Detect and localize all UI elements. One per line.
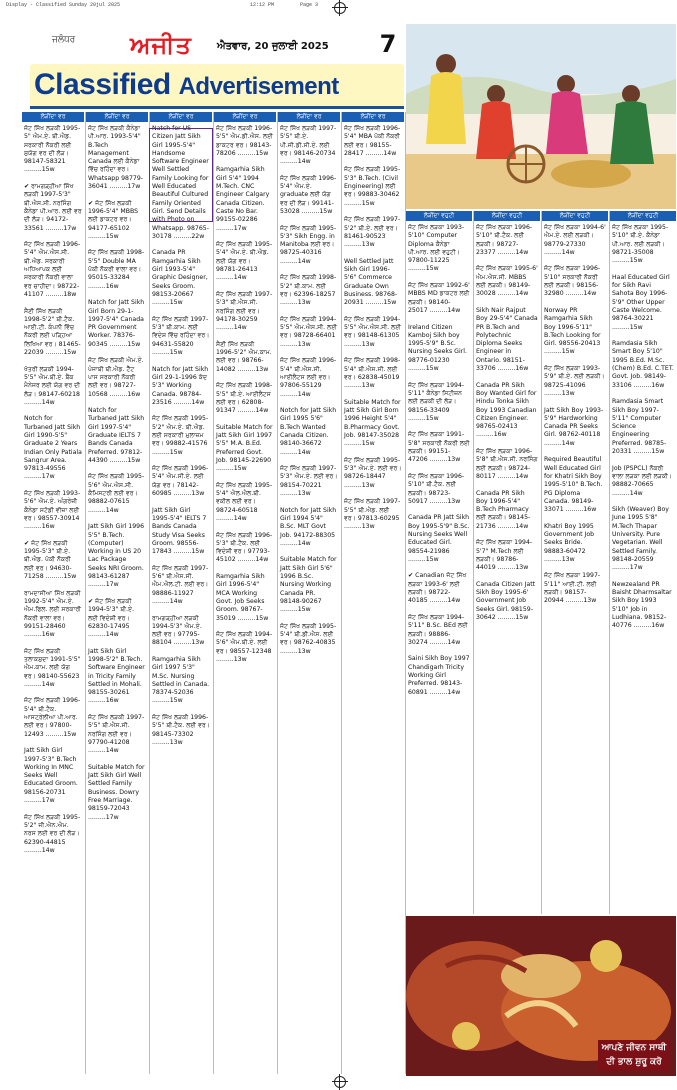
classified-column-2 <box>86 112 148 1074</box>
column-header: ਲੋੜੀਂਦਾ ਵਹੁਟੀ <box>610 211 676 221</box>
column-header: ਲੋੜੀਂਦਾ ਵਰ <box>150 112 212 122</box>
column-text: ਜੱਟ ਸਿੱਖ ਲੜਕੀ 1995-5" ਐਮ.ਏ. ਬੀ.ਐਡ. ਸਰਕਾਰੀ ਨੌਕਰੀ ਲਈ ਸੁਯੋਗ ਵਰ ਦੀ ਲੋੜ। 98147-58321 .........15w ✔ ਰਾਮਗੜ੍ਹੀਆ ਸਿੱਖ ਲੜਕੀ 1997-5'3" ਬੀ.ਐਸ.ਸੀ. ਨਰਸਿੰਗ ਕੈਨੇਡਾ ਪੀ.ਆਰ. ਲਈ ਵਰ ਦੀ ਲੋੜ। 94172-33561 .........17w ਜੱਟ ਸਿੱਖ ਲੜਕੀ 1996-5'4" ਐਮ.ਐਸ.ਸੀ. ਬੀ.ਐਡ. ਸਰਕਾਰੀ ਅਧਿਆਪਕ ਲਈ ਸਰਕਾਰੀ ਨੌਕਰੀ ਵਾਲਾ ਵਰ ਚਾਹੀਦਾ। 98722-41107 .........18w ਸੈਣੀ ਸਿੱਖ ਲੜਕੀ 1998-5'2" ਬੀ.ਟੈਕ. ਆਈ.ਟੀ. ਕੰਪਨੀ ਵਿੱਚ ਨੌਕਰੀ ਲਈ ਪੜ੍ਹਿਆ ਲਿਖਿਆ ਵਰ। 81465-22039 .........15w ਖੱਤਰੀ ਲੜਕੀ 1994-5'5" ਐਮ.ਬੀ.ਏ. ਬੈਂਕ ਮੈਨੇਜਰ ਲਈ ਯੋਗ ਵਰ ਦੀ ਲੋੜ। 98147-60218 .........14w Notch for Turbaned Jatt Sikh Girl 1990-5'5" Graduate 2 Years Indian Only Patiala Sangrur Area. 97813-49556 .........17w ਜੱਟ ਸਿੱਖ ਲੜਕੀ 1993-5'6" ਐਮ.ਏ. ਅੰਗਰੇਜ਼ੀ ਕੈਨੇਡਾ ਸਟੱਡੀ ਵੀਜ਼ਾ ਲਈ ਵਰ। 98557-30914 .........16w ✔ ਜੱਟ ਸਿੱਖ ਲੜਕੀ 1995-5'3" ਬੀ.ਏ. ਬੀ.ਐਡ. ਪੱਕੀ ਨੌਕਰੀ ਲਈ ਵਰ। 94630-71258 .........15w ਰਾਮਦਾਸੀਆ ਸਿੱਖ ਲੜਕੀ 1992-5'4" ਐਮ.ਏ. ਐਮ.ਫਿਲ. ਲਈ ਸਰਕਾਰੀ ਨੌਕਰੀ ਵਾਲਾ ਵਰ। 99151-28460 .........16w ਜੱਟ ਸਿੱਖ ਲੜਕੀ ਤਲਾਕਸ਼ੁਦਾ 1991-5'5" ਐਮ.ਕਾਮ. ਲਈ ਯੋਗ ਵਰ। 98140-55623 .........14w ਜੱਟ ਸਿੱਖ ਲੜਕੀ 1996-5'4" ਬੀ.ਟੈਕ. ਆਸਟ੍ਰੇਲੀਆ ਪੀ.ਆਰ. ਲਈ ਵਰ। 97800-12493 .........15w Jatt Sikh Girl 1997-5'3" B.Tech Working In MNC Seeks Well Educated Groom. 98156-20731 .........17w ਜੱਟ ਸਿੱਖ ਲੜਕੀ 1995-5'2" ਜੀ.ਐਨ.ਐਮ. ਨਰਸ ਲਈ ਵਰ ਦੀ ਲੋੜ। 62390-44815 .........14w <box>24 125 82 854</box>
column-text: ਜੱਟ ਸਿੱਖ ਲੜਕੀ 1996-5'5" ਐਮ.ਡੀ.ਐਸ. ਲਈ ਡਾਕਟਰ ਵਰ। 98143-78206 .........15w Ramgarhia Sikh Girl 5'4" 1994 M.Tech. CNC Engineer Calgary Canada Citizen. Caste No Bar. 99155-02286 .........17w ਜੱਟ ਸਿੱਖ ਲੜਕੀ 1995-5'4" ਐਮ.ਏ. ਬੀ.ਐਡ. ਲਈ ਯੋਗ ਵਰ। 98781-26413 .........14w ਜੱਟ ਸਿੱਖ ਲੜਕੀ 1997-5'3" ਬੀ.ਐਸ.ਸੀ. ਨਰਸਿੰਗ ਲਈ ਵਰ। 94178-30259 .........14w ਸੈਣੀ ਸਿੱਖ ਲੜਕੀ 1996-5'2" ਐਮ.ਕਾਮ. ਲਈ ਵਰ। 98766-14082 .........13w ਜੱਟ ਸਿੱਖ ਲੜਕੀ 1998-5'5" ਬੀ.ਏ. ਆਈਲੈਟਸ ਲਈ ਵਰ। 62808-91347 .........14w Suitable Match for Jatt Sikh Girl 1997 5'5" M.A. B.Ed. Preferred Govt. Job. 98145-22690 .........15w ਜੱਟ ਸਿੱਖ ਲੜਕੀ 1995-5'4" ਐਲ.ਐਲ.ਬੀ. ਵਕੀਲ ਲਈ ਵਰ। 98724-60518 .........14w ਜੱਟ ਸਿੱਖ ਲੜਕੀ 1996-5'3" ਬੀ.ਟੈਕ. ਲਈ ਵਿਦੇਸ਼ੀ ਵਰ। 97793-45102 .........14w Ramgarhia Sikh Girl 1996-5'4" MCA Working Govt. Job Seeks Groom. 98767-35019 .........15w ਜੱਟ ਸਿੱਖ ਲੜਕੀ 1994-5'6" ਐਮ.ਬੀ.ਏ. ਲਈ ਵਰ। 98557-12348 .........13w <box>216 125 273 663</box>
column-divider <box>277 112 278 1074</box>
column-divider <box>405 112 406 1074</box>
classified-column-10 <box>610 211 676 914</box>
column-divider <box>341 112 342 1074</box>
column-text: ਜੱਟ ਸਿੱਖ ਲੜਕਾ 1993-5'10" Computer Diploma ਕੈਨੇਡਾ ਪੀ.ਆਰ. ਲਈ ਵਹੁਟੀ। 97800-11225 .........15w ਜੱਟ ਸਿੱਖ ਲੜਕਾ 1992-6' MBBS MD ਡਾਕਟਰ ਲਈ ਲੜਕੀ। 98140-25017 .........14w Ireland Citizen Kamboj Sikh boy 1995-5'9" B.Sc. Nursing Seeks Girl. 98776-01230 .........15w ਜੱਟ ਸਿੱਖ ਲੜਕਾ 1994-5'11" ਕੈਨੇਡਾ ਸਿਟੀਜ਼ਨ ਲਈ ਲੜਕੀ ਦੀ ਲੋੜ। 98156-33409 .........15w ਜੱਟ ਸਿੱਖ ਲੜਕਾ 1991-5'8" ਸਰਕਾਰੀ ਨੌਕਰੀ ਲਈ ਲੜਕੀ। 99151-47206 .........13w ਜੱਟ ਸਿੱਖ ਲੜਕਾ 1996-5'10" ਬੀ.ਟੈਕ. ਲਈ ਲੜਕੀ। 98723-50917 .........13w Canada PR Jatt Sikh Boy 1995-5'9" B.Sc. Nursing Seeks Well Educated Girl. 98554-21986 .........15w ✔ Canadian ਜੱਟ ਸਿੱਖ ਲੜਕਾ 1993-6' ਲਈ ਲੜਕੀ। 98722-40185 .........14w ਜੱਟ ਸਿੱਖ ਲੜਕਾ 1994-5'11" B.Sc. BEd ਲਈ ਲੜਕੀ। 98886-30274 .........14w Saini Sikh Boy 1997 Chandigarh Tricity Working Girl Preferred. 98143-60891 .........14w <box>408 224 470 696</box>
column-divider <box>609 211 610 914</box>
classified-column-8 <box>474 211 540 914</box>
classified-column-5 <box>278 112 340 1074</box>
bottom-caption: ਆਪਣੇ ਜੀਵਨ ਸਾਥੀ ਦੀ ਭਾਲ ਸ਼ੁਰੂ ਕਰੋ <box>598 1040 670 1071</box>
highlighted-ad-box <box>149 128 213 222</box>
column-divider <box>149 112 150 1074</box>
column-divider <box>213 112 214 1074</box>
column-header: ਲੋੜੀਂਦਾ ਵਰ <box>214 112 276 122</box>
print-slug-mid: 12:12 PM <box>250 2 275 8</box>
column-text: ਜੱਟ ਸਿੱਖ ਲੜਕੀ 1996-5'4" MBA ਪੱਕੀ ਨੌਕਰੀ ਲਈ ਵਰ। 98155-28417 .........14w ਜੱਟ ਸਿੱਖ ਲੜਕੀ 1995-5'3" B.Tech. (Civil Engineering) ਲਈ ਵਰ। 99883-30462 .........15w ਜੱਟ ਸਿੱਖ ਲੜਕੀ 1997-5'2" ਬੀ.ਏ. ਲਈ ਵਰ। 81461-90523 .........13w Well Settled Jatt Sikh Girl 1996-5'6" Commerce Graduate Own Business. 98768-20931 .........15w ਜੱਟ ਸਿੱਖ ਲੜਕੀ 1994-5'5" ਐਮ.ਐਸ.ਸੀ. ਲਈ ਵਰ। 98148-61305 .........13w ਜੱਟ ਸਿੱਖ ਲੜਕੀ 1998-5'4" ਬੀ.ਐਸ.ਸੀ. ਲਈ ਵਰ। 62838-45019 .........13w Suitable Match for Jatt Sikh Girl Born 1996 Height 5'4" B.Pharmacy Govt. Job. 98147-35028 .........15w ਜੱਟ ਸਿੱਖ ਲੜਕੀ 1995-5'3" ਐਮ.ਏ. ਲਈ ਵਰ। 98726-18447 .........13w ਜੱਟ ਸਿੱਖ ਲੜਕੀ 1997-5'5" ਬੀ.ਐਡ. ਲਈ ਵਰ। 97813-60295 .........13w <box>344 125 402 531</box>
column-header: ਲੋੜੀਂਦਾ ਵਰ <box>22 112 84 122</box>
column-header: ਲੋੜੀਂਦਾ ਵਰ <box>342 112 404 122</box>
illustration-women-spinning <box>406 24 676 209</box>
section-title <box>34 68 339 102</box>
column-text: ਜੱਟ ਸਿੱਖ ਲੜਕਾ 1994-6' ਐਮ.ਏ. ਲਈ ਲੜਕੀ। 98779-27330 .........14w ਜੱਟ ਸਿੱਖ ਲੜਕਾ 1996-5'10" ਸਰਕਾਰੀ ਨੌਕਰੀ ਲਈ ਲੜਕੀ। 98156-32980 .........14w Norway PR Ramgarhia Sikh Boy 1996-5'11" B.Tech Looking for Girl. 98556-20413 .........15w ਜੱਟ ਸਿੱਖ ਲੜਕਾ 1993-5'9" ਬੀ.ਏ. ਲਈ ਲੜਕੀ। 98725-41096 .........13w Jatt Sikh Boy 1993-5'9" Hardworking Canada PR Seeks Girl. 98762-40118 .........14w Required Beautiful Well Educated Girl for Khatri Sikh Boy 1995-5'10" B.Tech. PG Diploma Canada. 98149-33071 .........16w Khatri Boy 1995 Government Job Seeks Bride. 98883-60472 .........13w ਜੱਟ ਸਿੱਖ ਲੜਕਾ 1997-5'11" ਆਈ.ਟੀ. ਲਈ ਲੜਕੀ। 98157-20944 .........13w <box>544 224 606 605</box>
newspaper-brand: ਅਜੀਤ <box>130 30 192 59</box>
registration-mark-icon <box>334 1076 346 1088</box>
masthead-city: ਜਲੰਧਰ <box>52 35 76 45</box>
classified-column-4 <box>214 112 276 1074</box>
classified-column-1 <box>22 112 84 1074</box>
masthead-top <box>22 26 404 64</box>
column-text: ਜੱਟ ਸਿੱਖ ਲੜਕਾ 1995-5'10" ਬੀ.ਏ. ਕੈਨੇਡਾ ਪੀ.ਆਰ. ਲਈ ਲੜਕੀ। 98721-35008 .........15w Haal Educated Girl for Sikh Ravi Sahota Boy 1996-5'9" Other Upper Caste Welcome. 98764-30221 .........15w Ramdasia Sikh Smart Boy 5'10" 1995 B.Ed. M.Sc. (Chem) B.Ed. C.TET. Govt. Job. 98149-33106 .........16w Ramdasia Smart Sikh Boy 1997-5'11" Computer Science Engineering Preferred. 98785-20331 .........15w Job (PSPCL) ਨੌਕਰੀ ਵਾਲਾ ਲੜਕਾ ਲਈ ਲੜਕੀ। 98882-70665 .........14w Sikh (Weaver) Boy June 1995 5'8" M.Tech Thapar University. Pure Vegetarian. Well Settled Family. 98148-20559 .........17w Newzealand PR Baisht Dharmsaltar Sikh Boy 1993 5'10" Job in Ludhiana. 98152-40776 .........16w <box>612 224 674 630</box>
classified-column-6 <box>342 112 404 1074</box>
column-text: Natch for US Citizen Jatt Sikh Girl 1995-5'4" Handsome Software Engineer Well Settled Family Looking for Well Educated Beautiful Cultured Family Oriented Girl. Send Details with Photo on Whatsapp. 98765-30178 .........22w Canada PR Ramgarhia Sikh Girl 1993-5'4" Graphic Designer, Seeks Groom. 98153-20667 .........15w ਜੱਟ ਸਿੱਖ ਲੜਕੀ 1997-5'3" ਬੀ.ਕਾਮ. ਲਈ ਵਿਦੇਸ਼ ਵਿੱਚ ਰਹਿੰਦਾ ਵਰ। 94631-55820 .........15w Natch for Jatt Sikh Girl 29-1-1996 ਕੱਦ 5'3" Working Canada. 98784-23516 .........14w ਜੱਟ ਸਿੱਖ ਲੜਕੀ 1995-5'2" ਐਮ.ਏ. ਬੀ.ਐਡ. ਲਈ ਸਰਕਾਰੀ ਮੁਲਾਜ਼ਮ ਵਰ। 99882-41576 .........15w ਜੱਟ ਸਿੱਖ ਲੜਕੀ 1996-5'4" ਐਮ.ਸੀ.ਏ. ਲਈ ਯੋਗ ਵਰ। 78142-60985 .........13w Jatt Sikh Girl 1995-5'4" IELTS 7 Bands Canada Study Visa Seeks Groom. 98556-17843 .........15w ਜੱਟ ਸਿੱਖ ਲੜਕੀ 1997-5'6" ਬੀ.ਐਸ.ਸੀ. ਐਮ.ਐਲ.ਟੀ. ਲਈ ਵਰ। 98886-11927 .........14w ਰਾਮਗੜ੍ਹੀਆ ਲੜਕੀ 1994-5'3" ਐਮ.ਏ. ਲਈ ਵਰ। 97795-88104 .........13w Ramgarhia Sikh Girl 1997 5'3" M.Sc. Nursing Settled in Canada. 78374-52036 .........15w ਜੱਟ ਸਿੱਖ ਲੜਕੀ 1996-5'5" ਬੀ.ਟੈਕ. ਲਈ ਵਰ। 98145-73302 .........13w <box>152 125 210 746</box>
column-header: ਲੋੜੀਂਦਾ ਵਰ <box>278 112 340 122</box>
column-header: ਲੋੜੀਂਦਾ ਵਹੁਟੀ <box>406 211 472 221</box>
print-slug-left: Display - Classified Sunday 20jul 2025 <box>6 2 121 8</box>
issue-date: ਐਤਵਾਰ, 20 ਜੁਲਾਈ 2025 <box>217 41 329 52</box>
column-text: ਜੱਟ ਸਿੱਖ ਲੜਕੀ ਕੈਨੇਡਾ ਪੀ.ਆਰ. 1993-5'4" B.Tech Management Canada ਲਈ ਕੈਨੇਡਾ ਵਿੱਚ ਰਹਿੰਦਾ ਵਰ। Whatsapp 98779-36041 .........17w ✔ ਜੱਟ ਸਿੱਖ ਲੜਕੀ 1996-5'4" MBBS ਲਈ ਡਾਕਟਰ ਵਰ। 94177-65102 .........15w ਜੱਟ ਸਿੱਖ ਲੜਕੀ 1998-5'5" Double MA ਪੱਕੀ ਨੌਕਰੀ ਵਾਲਾ ਵਰ। 95015-33284 .........16w Natch for Jatt Sikh Girl Born 29-1-1997-5'4" Canada PR Government Worker. 78376-90345 .........15w ਜੱਟ ਸਿੱਖ ਲੜਕੀ ਐਮ.ਏ. ਪੰਜਾਬੀ ਬੀ.ਐਡ. ਟੈੱਟ ਪਾਸ ਸਰਕਾਰੀ ਨੌਕਰੀ ਲਈ ਵਰ। 98727-10568 .........16w Natch for Turbaned Jatt Sikh Girl 1997-5'4" Graduate IELTS 7 Bands Canada Preferred. 97812-44390 .........15w ਜੱਟ ਸਿੱਖ ਲੜਕੀ 1995-5'6" ਐਮ.ਐਸ.ਸੀ. ਕੈਮਿਸਟਰੀ ਲਈ ਵਰ। 98882-07615 .........14w Jatt Sikh Girl 1996 5'5" B.Tech. (Computer) Working in US 20 Lac Package Seeks NRI Groom. 98143-61287 .........17w ✔ ਜੱਟ ਸਿੱਖ ਲੜਕੀ 1994-5'3" ਬੀ.ਏ. ਲਈ ਵਿਦੇਸ਼ੀ ਵਰ। 62830-17495 .........14w Jatt Sikh Girl 1998-5'2" B.Tech. Software Engineer in Tricity Family Settled in Mohali. 98155-30261 .........16w ਜੱਟ ਸਿੱਖ ਲੜਕੀ 1997-5'5" ਬੀ.ਐਸ.ਸੀ. ਨਰਸਿੰਗ ਲਈ ਵਰ। 97790-41208 .........14w Suitable Match for Jatt Sikh Girl Well Settled Family Business. Dowry Free Marriage. 98159-72043 .........17w <box>88 125 145 821</box>
print-slug-right: Page 3 <box>300 2 319 8</box>
column-text: ਜੱਟ ਸਿੱਖ ਲੜਕਾ 1996-5'10" ਬੀ.ਟੈਕ. ਲਈ ਲੜਕੀ। 98727-23377 .........14w ਜੱਟ ਸਿੱਖ ਲੜਕਾ 1995-6' ਐਮ.ਐਸ.ਸੀ. MBBS ਲਈ ਲੜਕੀ। 98149-30028 .........14w Sikh Nair Rajput Boy 29-5'4" Canada PR B.Tech and Polytechnic Diploma Seeks Engineer in Ontario. 98151-33706 .........16w Canada PR Sikh Boy Wanted Girl for Hindu Tonka Sikh Boy 1993 Canadian Citizen Engineer. 98765-02413 .........16w ਜੱਟ ਸਿੱਖ ਲੜਕਾ 1996-5'8" ਬੀ.ਐਸ.ਸੀ. ਨਰਸਿੰਗ ਲਈ ਲੜਕੀ। 98724-80117 .........14w Canada PR Sikh Boy 1996-5'4" B.Tech Pharmacy ਲਈ ਲੜਕੀ। 98145-21736 .........14w ਜੱਟ ਸਿੱਖ ਲੜਕਾ 1994-5'7" M.Tech ਲਈ ਲੜਕੀ। 98786-44019 .........13w Canada Citizen Jatt Sikh Boy 1995-6' Government Job Seeks Girl. 98159-30642 .........15w <box>476 224 538 621</box>
column-header: ਲੋੜੀਂਦਾ ਵਹੁਟੀ <box>474 211 540 221</box>
section-title-word-2: Advertisement <box>178 73 339 100</box>
column-header: ਲੋੜੀਂਦਾ ਵਹੁਟੀ <box>542 211 608 221</box>
column-text: ਜੱਟ ਸਿੱਖ ਲੜਕੀ 1997-5'5" ਬੀ.ਏ. ਪੀ.ਜੀ.ਡੀ.ਸੀ.ਏ. ਲਈ ਵਰ। 98146-20734 .........14w ਜੱਟ ਸਿੱਖ ਲੜਕੀ 1996-5'4" ਐਮ.ਏ. graduate ਲਈ ਯੋਗ ਵਰ ਦੀ ਲੋੜ। 99141-53028 .........15w ਜੱਟ ਸਿੱਖ ਲੜਕੀ 1995-5'3" Sikh Engg. in Manitoba ਲਈ ਵਰ। 98725-40316 .........14w ਜੱਟ ਸਿੱਖ ਲੜਕੀ 1998-5'2" ਬੀ.ਕਾਮ. ਲਈ ਵਰ। 62396-18257 .........13w ਜੱਟ ਸਿੱਖ ਲੜਕੀ 1994-5'5" ਐਮ.ਐਸ.ਸੀ. ਲਈ ਵਰ। 98728-66401 .........13w ਜੱਟ ਸਿੱਖ ਲੜਕੀ 1996-5'4" ਬੀ.ਐਸ.ਸੀ. ਆਈਲੈਟਸ ਲਈ ਵਰ। 97806-55129 .........14w Notch for Jatt Sikh Girl 1995 5'6" B.Tech Wanted Canada Citizen. 98140-36672 .........14w ਜੱਟ ਸਿੱਖ ਲੜਕੀ 1997-5'3" ਐਮ.ਏ. ਲਈ ਵਰ। 98154-70221 .........13w Notch for Jatt Sikh Girl 1994 5'4" B.Sc. MLT Govt Job. 94172-88305 .........14w Suitable Match for Jatt Sikh Girl 5'6" 1996 B.Sc. Nursing Working Canada PR. 98148-90267 .........15w ਜੱਟ ਸਿੱਖ ਲੜਕੀ 1995-5'4" ਬੀ.ਡੀ.ਐਸ. ਲਈ ਵਰ। 98762-40835 .........13w <box>280 125 338 655</box>
registration-mark-icon <box>334 2 346 14</box>
column-divider <box>541 211 542 914</box>
section-underline <box>30 106 404 109</box>
classified-column-7 <box>406 211 472 914</box>
column-divider <box>85 112 86 1074</box>
page-number: 7 <box>379 30 397 58</box>
classified-column-9 <box>542 211 608 914</box>
masthead <box>22 26 404 110</box>
section-title-word-1: Classified <box>34 68 171 101</box>
column-divider <box>473 211 474 914</box>
classified-column-3 <box>150 112 212 1074</box>
column-header: ਲੋੜੀਂਦਾ ਵਰ <box>86 112 148 122</box>
